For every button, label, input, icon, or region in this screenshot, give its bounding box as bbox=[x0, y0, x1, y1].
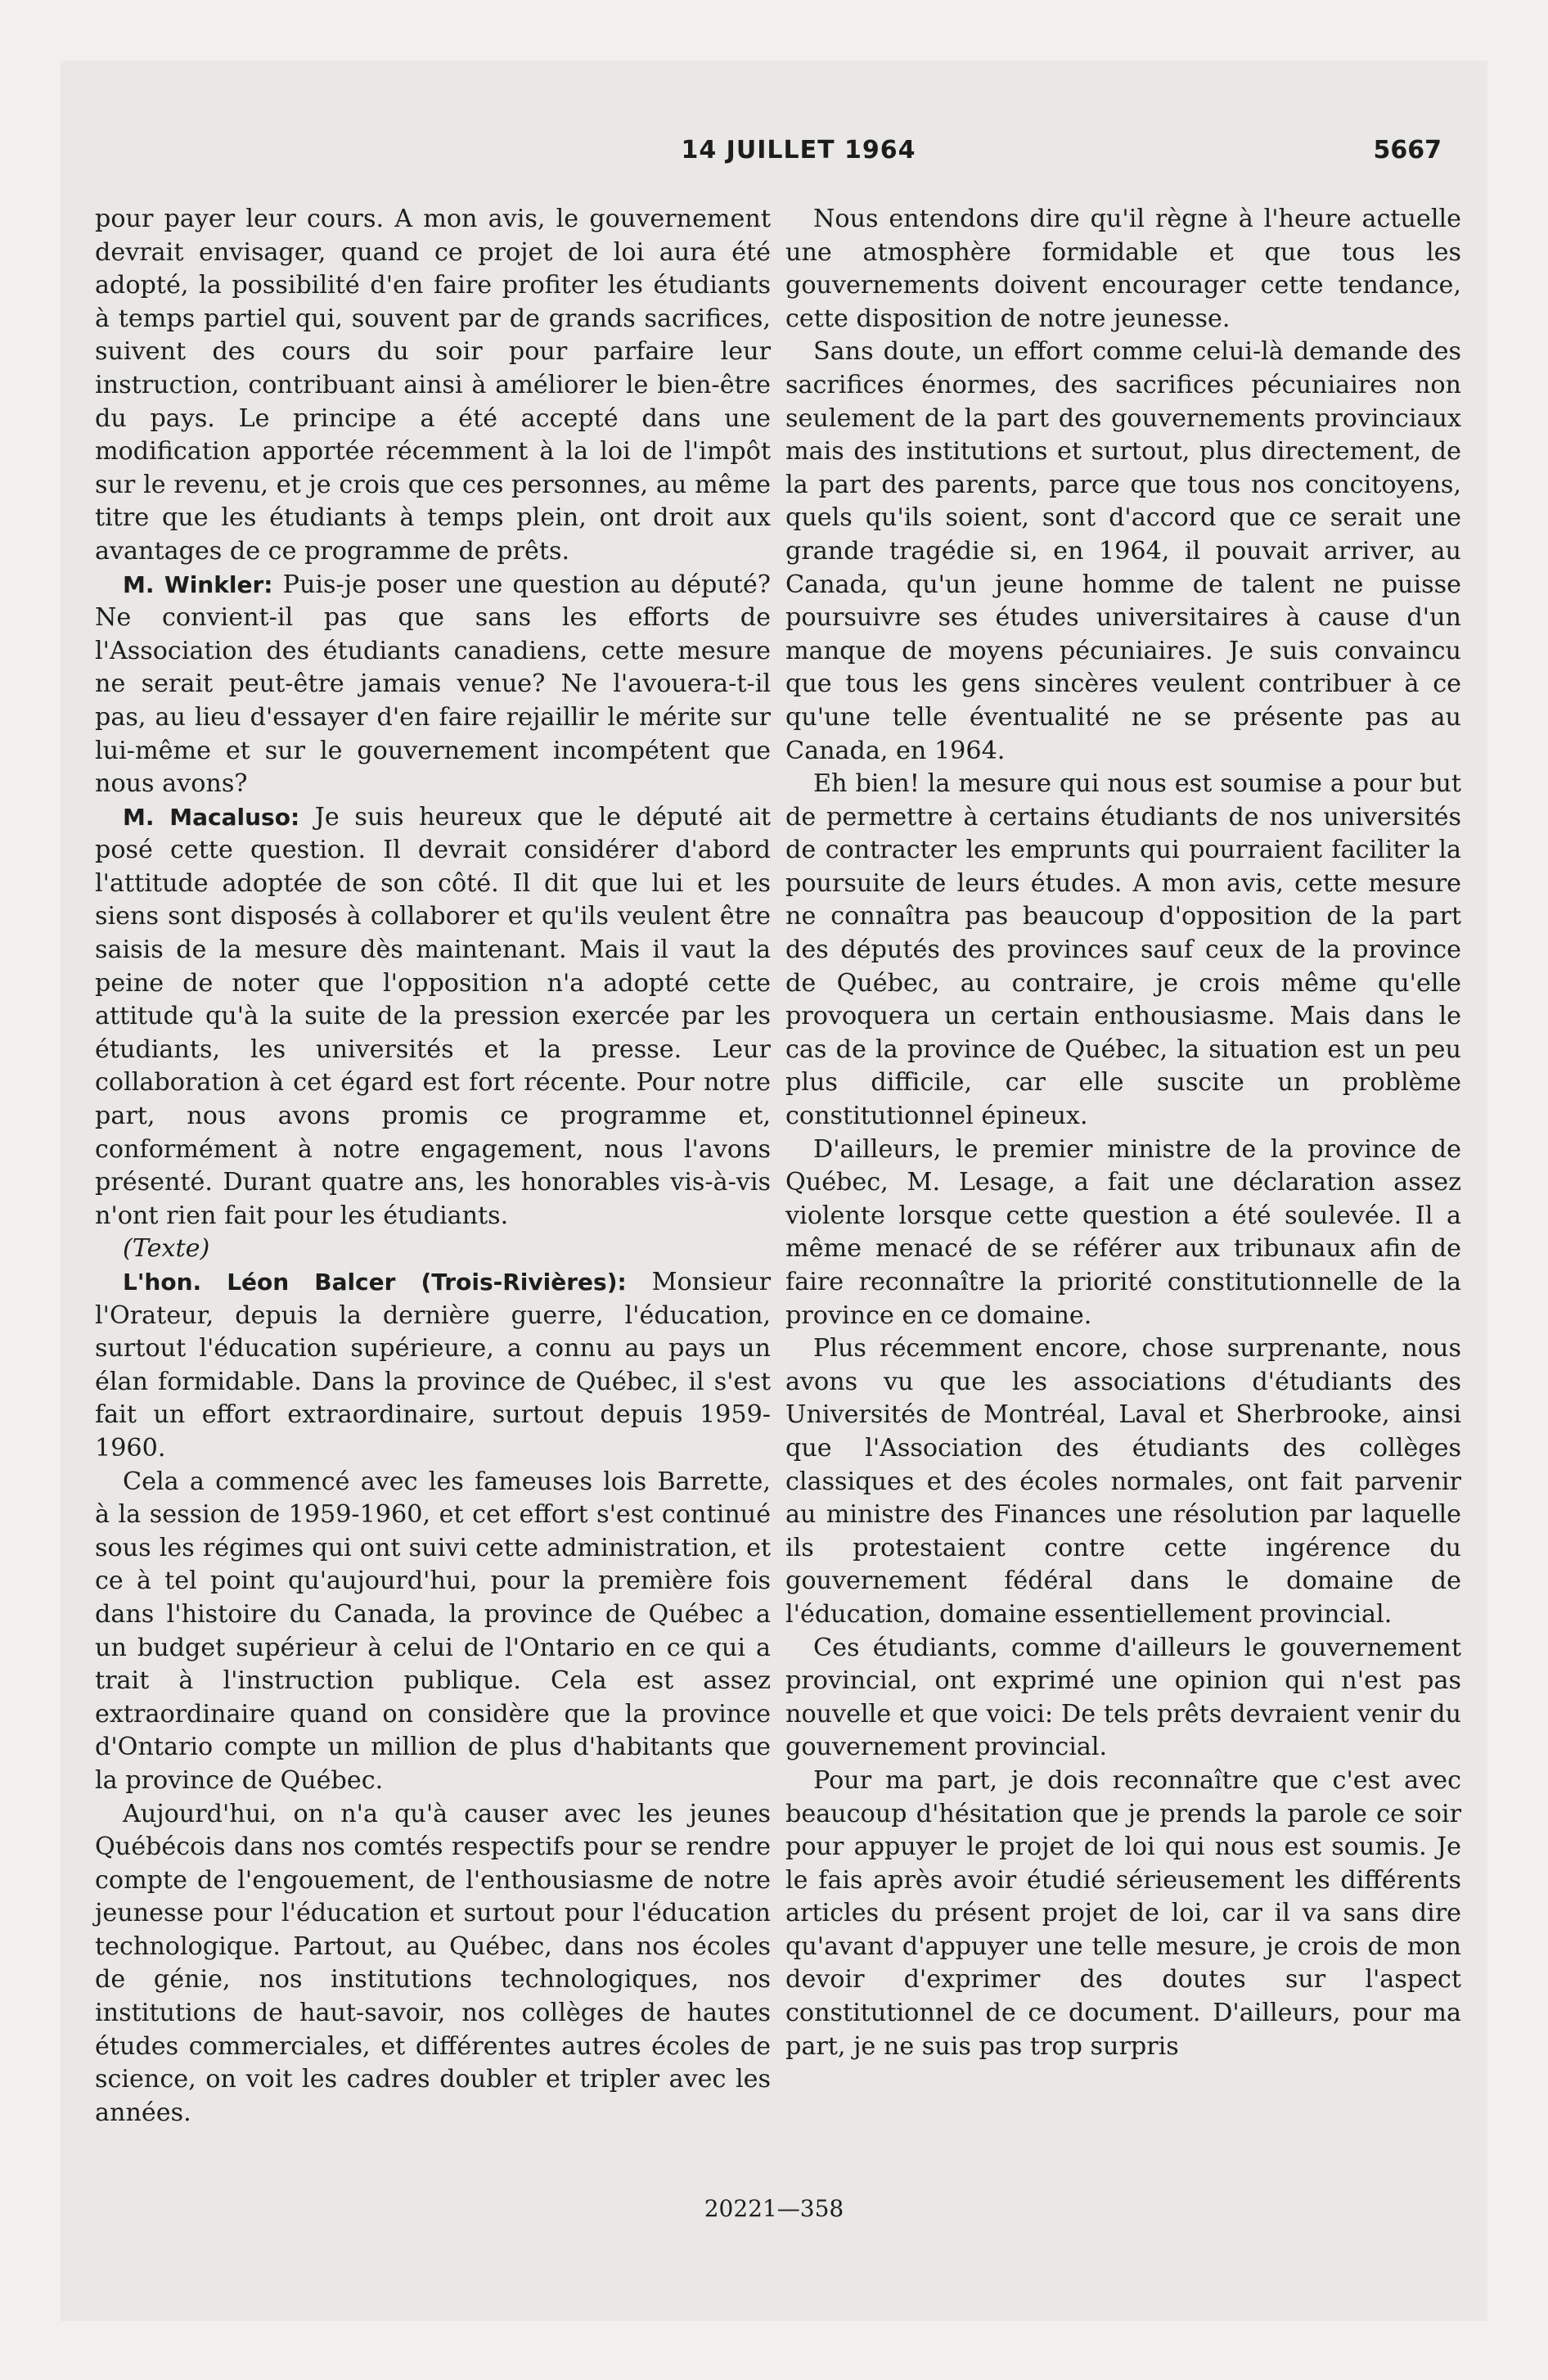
paragraph: Pour ma part, je dois reconnaître que c'est avec beaucoup d'hésitation que je prends la parole ce soir pour appuyer le projet de loi qui nous est soumis. Je le fais après avoir étudié sérieusement les différents articles du présent projet de loi, car il va sans dire qu'avant d'appuyer une telle mesure, je crois de mon devoir d'exprimer des doutes sur l'aspect constitutionnel de ce document. D'ailleurs, pour ma part, je ne suis pas trop surpris bbox=[785, 1765, 1461, 2061]
right-column bbox=[785, 203, 1461, 2063]
speech-text: Je suis heureux que le député ait posé cette question. Il devrait considérer d'abord l'attitude adoptée de son côté. Il dit que lui et les siens sont disposés à collaborer et qu'ils veulent être saisis de la mesure dès maintenant. Mais il vaut la peine de noter que l'opposition n'a adopté cette attitude qu'à la suite de la pression exercée par les étudiants, les universités et la presse. Leur collaboration à cet égard est fort récente. Pour notre part, nous avons promis ce programme et, conformément à notre engagement, nous l'avons présenté. Durant quatre ans, les honorables vis-à-vis n'ont rien fait pour les étudiants. bbox=[95, 802, 771, 1230]
paragraph: Cela a commencé avec les fameuses lois Barrette, à la session de 1959-1960, et cet effort s'est continué sous les régimes qui ont suivi cette administration, et ce à tel point qu'aujourd'hui, pour la première fois dans l'histoire du Canada, la province de Québec a un budget supérieur à celui de l'Ontario en ce qui a trait à l'instruction publique. Cela est assez extraordinaire quand on considère que la province d'Ontario compte un million de plus d'habitants que la province de Québec. bbox=[95, 1467, 771, 1795]
paragraph: Aujourd'hui, on n'a qu'à causer avec les jeunes Québécois dans nos comtés respectifs pour se rendre compte de l'engouement, de l'enthousiasme de notre jeunesse pour l'éducation et surtout pour l'éducation technologique. Partout, au Québec, dans nos écoles de génie, nos institutions technologiques, nos institutions de haut-savoir, nos collèges de hautes études commerciales, et différentes autres écoles de science, on voit les cadres doubler et tripler avec les années. bbox=[95, 1799, 771, 2127]
paragraph: Ces étudiants, comme d'ailleurs le gouvernement provincial, ont exprimé une opinion qui n'est pas nouvelle et que voici: De tels prêts devraient venir du gouvernement provincial. bbox=[785, 1633, 1461, 1762]
paragraph: D'ailleurs, le premier ministre de la province de Québec, M. Lesage, a fait une déclaration assez violente lorsque cette question a été soulevée. Il a même menacé de se référer aux tribunaux afin de faire reconnaître la priorité constitutionnelle de la province en ce domaine. bbox=[785, 1134, 1461, 1330]
page-header bbox=[155, 136, 1442, 172]
speaker-name: M. Winkler: bbox=[123, 570, 273, 598]
paragraph bbox=[95, 569, 771, 801]
paragraph bbox=[95, 1266, 771, 1466]
paragraph: Plus récemment encore, chose surprenante, nous avons vu que les associations d'étudiants des Universités de Montréal, Laval et Sherbrooke, ainsi que l'Association des étudiants des collèges classiques et des écoles normales, ont fait parvenir au ministre des Finances une résolution par laquelle ils protestaient contre cette ingérence du gouvernement fédéral dans le domaine de l'éducation, domaine essentiellement provincial. bbox=[785, 1334, 1461, 1629]
paragraph: pour payer leur cours. A mon avis, le gouvernement devrait envisager, quand ce projet de loi aura été adopté, la possibilité d'en faire profiter les étudiants à temps partiel qui, souvent par de grands sacrifices, suivent des cours du soir pour parfaire leur instruction, contribuant ainsi à améliorer le bien-être du pays. Le principe a été accepté dans une modification apportée récemment à la loi de l'impôt sur le revenu, et je crois que ces personnes, au même titre que les étudiants à temps plein, ont droit aux avantages de ce programme de prêts. bbox=[95, 205, 771, 566]
paragraph: Nous entendons dire qu'il règne à l'heure actuelle une atmosphère formidable et que tous les gouvernements doivent encourager cette tendance, cette disposition de notre jeunesse. bbox=[785, 205, 1461, 333]
header-date: 14 JUILLET 1964 bbox=[681, 136, 916, 165]
speech-text: Monsieur l'Orateur, depuis la dernière guerre, l'éducation, surtout l'éducation supérieure, a connu au pays un élan formidable. Dans la province de Québec, il s'est fait un effort extraordinaire, surtout depuis 1959-1960. bbox=[95, 1268, 771, 1463]
paragraph bbox=[95, 801, 771, 1233]
paragraph: Eh bien! la mesure qui nous est soumise a pour but de permettre à certains étudiants de nos universités de contracter les emprunts qui pourraient faciliter la poursuite de leurs études. A mon avis, cette mesure ne connaîtra pas beaucoup d'opposition de la part des députés des provinces sauf ceux de la province de Québec, au contraire, je crois même qu'elle provoquera un certain enthousiasme. Mais dans le cas de la province de Québec, la situation est un peu plus difficile, car elle suscite un problème constitutionnel épineux. bbox=[785, 769, 1461, 1131]
language-marker: (Texte) bbox=[123, 1234, 210, 1264]
paragraph: Sans doute, un effort comme celui-là demande des sacrifices énormes, des sacrifices pécuniaires non seulement de la part des gouvernements provinciaux mais des institutions et surtout, plus directement, de la part des parents, parce que tous nos concitoyens, quels qu'ils soient, sont d'accord que ce serait une grande tragédie si, en 1964, il pouvait arriver, au Canada, qu'un jeune homme de talent ne puisse poursuivre ses études universitaires à cause d'un manque de moyens pécuniaires. Je suis convaincu que tous les gens sincères veulent contribuer à ce qu'une telle éventualité ne se présente pas au Canada, en 1964. bbox=[785, 337, 1461, 765]
print-code: 20221—358 bbox=[704, 2195, 844, 2222]
speaker-name: L'hon. Léon Balcer (Trois-Rivières): bbox=[123, 1269, 627, 1296]
speaker-name: M. Macaluso: bbox=[123, 803, 300, 831]
left-column bbox=[95, 203, 771, 2130]
speech-text: Puis-je poser une question au député? Ne convient-il pas que sans les efforts de l'Association des étudiants canadiens, cette mesure ne serait peut-être jamais venue? Ne l'avouera-t-il pas, au lieu d'essayer d'en faire rejaillir le mérite sur lui-même et sur le gouvernement incompétent que nous avons? bbox=[95, 570, 771, 799]
page-number: 5667 bbox=[1373, 136, 1442, 165]
